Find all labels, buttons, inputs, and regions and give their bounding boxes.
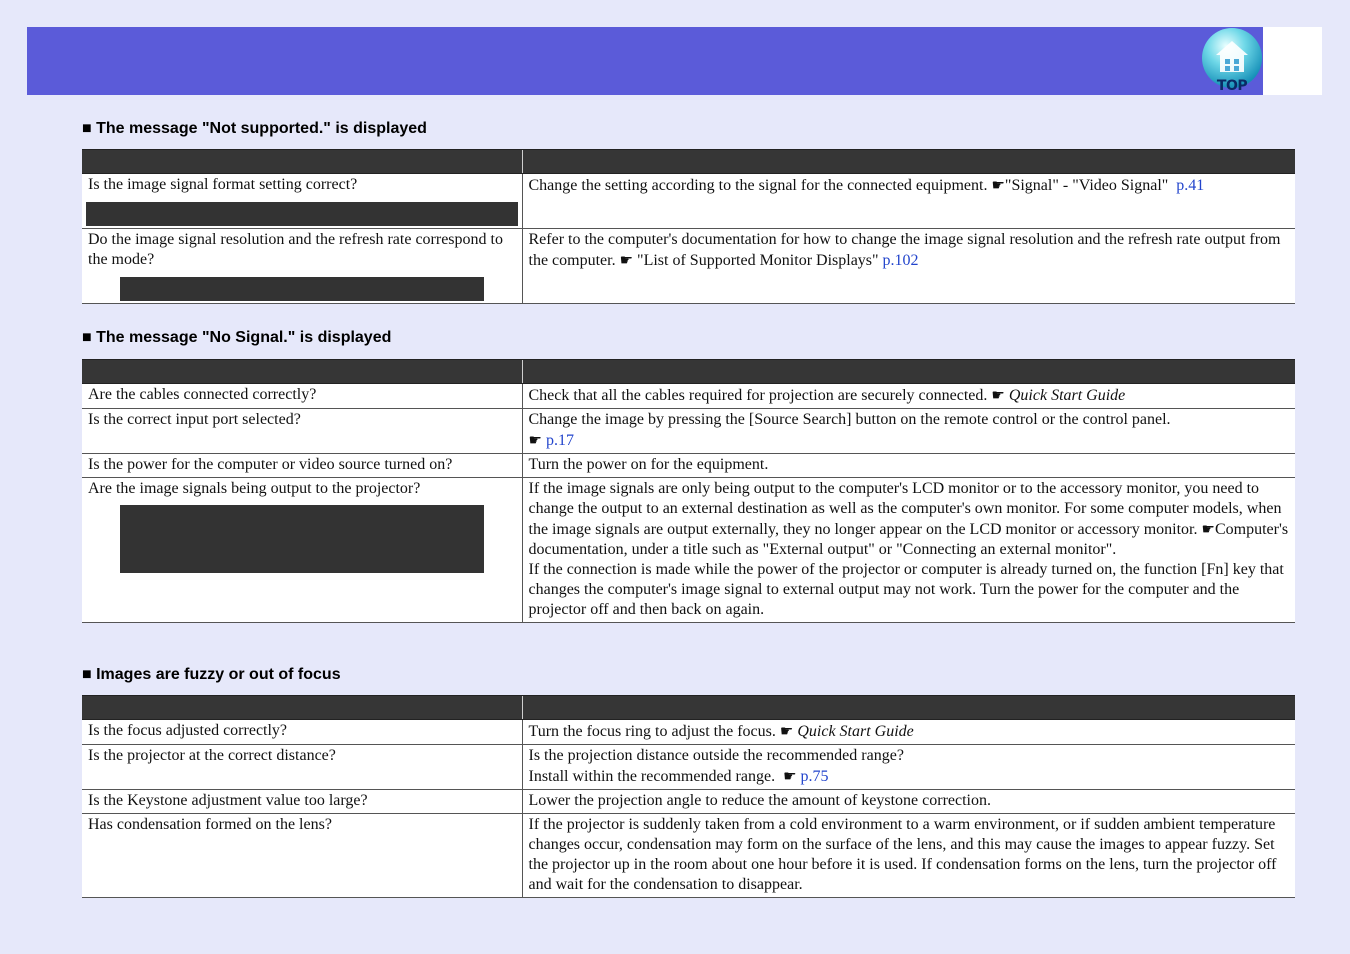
ref-text: "List of Supported Monitor Displays"	[637, 252, 879, 269]
remedy-text: Is the projection distance outside the recommended range?	[528, 747, 904, 764]
remedy-text: Change the setting according to the signal for the connected equipment.	[528, 177, 988, 194]
header-cell-check	[82, 150, 522, 174]
table-header-row	[82, 360, 1295, 384]
remedy-cell	[522, 478, 1295, 623]
check-cell	[82, 478, 522, 623]
table-row	[82, 174, 1295, 229]
check-cell: Is the correct input port selected?	[82, 409, 522, 454]
remedy-cell	[522, 229, 1295, 304]
table-fuzzy	[82, 695, 1295, 898]
check-cell: Is the power for the computer or video source turned on?	[82, 454, 522, 478]
table-header-row	[82, 150, 1295, 174]
check-text: Do the image signal resolution and the refresh rate correspond to the mode?	[88, 231, 503, 268]
table-row	[82, 745, 1295, 790]
ref-text: "Signal" - "Video Signal"	[1004, 177, 1169, 194]
pointer-icon: ☛	[619, 251, 634, 269]
remedy-text: If the image signals are only being output to the computer's LCD monitor or to the accessory monitor, you need to change the output to an external destination as well as the computer's own monitor. For some computer models, when the image signals are output externally, they no longer appear on the LCD monitor or accessory monitor.	[528, 480, 1282, 538]
section-title-fuzzy: ■ Images are fuzzy or out of focus	[82, 666, 341, 683]
table-row	[82, 790, 1295, 814]
header-bar	[27, 27, 1263, 95]
pointer-icon: ☛	[528, 431, 542, 449]
pointer-icon: ☛	[783, 767, 797, 785]
table-row	[82, 454, 1295, 478]
table-row	[82, 478, 1295, 623]
page-link[interactable]: p.41	[1176, 177, 1205, 194]
remedy-cell	[522, 384, 1295, 409]
table-row	[82, 814, 1295, 898]
check-text: Is the image signal format setting correct?	[88, 176, 358, 193]
check-cell	[82, 229, 522, 304]
check-cell: Is the projector at the correct distance?	[82, 745, 522, 790]
remedy-cell	[522, 720, 1295, 745]
table-no-signal	[82, 359, 1295, 623]
header-cell-check	[82, 360, 522, 384]
remedy-cell: Lower the projection angle to reduce the amount of keystone correction.	[522, 790, 1295, 814]
page-link[interactable]: p.17	[545, 432, 574, 449]
table-row	[82, 409, 1295, 454]
ref-text: Computer's documentation, under a title such as "External output" or "Connecting an external monitor".	[528, 521, 1289, 558]
page-link[interactable]: p.102	[882, 252, 919, 269]
remedy-text: Change the image by pressing the [Source Search] button on the remote control or the control panel.	[528, 411, 1171, 428]
header-right-panel	[1263, 27, 1322, 95]
section-title-not-supported: ■ The message "Not supported." is displayed	[82, 120, 427, 137]
check-text: Are the image signals being output to the projector?	[88, 480, 421, 497]
remedy-text-2: Install within the recommended range.	[528, 768, 776, 785]
header-cell-remedy	[522, 696, 1295, 720]
pointer-icon: ☛	[991, 386, 1005, 404]
remedy-cell: Turn the power on for the equipment.	[522, 454, 1295, 478]
page-link[interactable]: p.75	[800, 768, 829, 785]
header-cell-check	[82, 696, 522, 720]
header-cell-remedy	[522, 360, 1295, 384]
table-header-row	[82, 696, 1295, 720]
ref-guide: Quick Start Guide	[797, 723, 914, 740]
table-row	[82, 384, 1295, 409]
note-box	[120, 277, 484, 301]
remedy-cell	[522, 174, 1295, 229]
remedy-cell	[522, 745, 1295, 790]
pointer-icon: ☛	[991, 176, 1005, 194]
top-button[interactable]	[1201, 28, 1263, 94]
check-cell: Is the focus adjusted correctly?	[82, 720, 522, 745]
remedy-text: Turn the focus ring to adjust the focus.	[528, 723, 776, 740]
ref-guide: Quick Start Guide	[1008, 387, 1126, 404]
table-row	[82, 720, 1295, 745]
check-cell: Has condensation formed on the lens?	[82, 814, 522, 898]
check-cell	[82, 174, 522, 229]
remedy-cell	[522, 409, 1295, 454]
note-box	[86, 202, 518, 226]
header-cell-remedy	[522, 150, 1295, 174]
pointer-icon: ☛	[1201, 520, 1215, 538]
top-label: TOP	[1216, 78, 1248, 94]
pointer-icon: ☛	[779, 722, 794, 740]
remedy-cell: If the projector is suddenly taken from a cold environment to a warm environment, or if sudden ambient temperature changes occur, condensation may form on the surface of the lens, and this may cause the images to appear fuzzy. Set the projector up in the room about one hour before it is used. If condensation forms on the lens, turn the projector off and wait for the condensation to disappear.	[522, 814, 1295, 898]
table-row	[82, 229, 1295, 304]
table-not-supported	[82, 149, 1295, 304]
remedy-text: Refer to the computer's documentation for how to change the image signal resolution and the refresh rate output from the computer.	[528, 231, 1281, 269]
remedy-text: Check that all the cables required for projection are securely connected.	[528, 387, 988, 404]
check-cell: Is the Keystone adjustment value too large?	[82, 790, 522, 814]
remedy-text-2: If the connection is made while the power of the projector or computer is already turned on, the function [Fn] key that changes the computer's image signal to external output may not work. Turn the power for the computer and the projector off and then back on again.	[528, 561, 1284, 618]
check-cell: Are the cables connected correctly?	[82, 384, 522, 409]
note-box	[120, 505, 484, 573]
section-title-no-signal: ■ The message "No Signal." is displayed	[82, 329, 392, 346]
